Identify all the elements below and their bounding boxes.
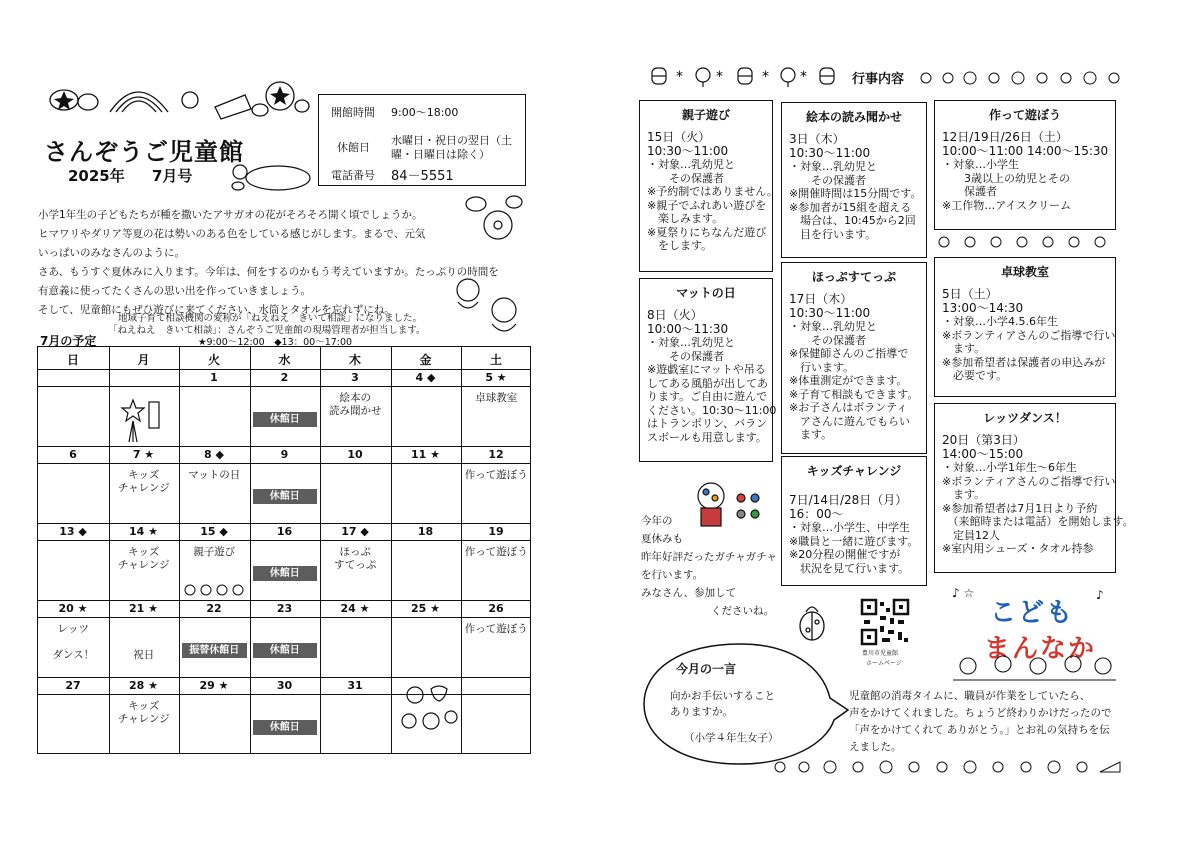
gacha-line: 今年の xyxy=(641,515,673,527)
bubble-line-2: ありますか。 xyxy=(670,706,733,718)
event-line: をします。 xyxy=(647,239,713,252)
events-header: 行事内容 xyxy=(852,72,905,87)
event-line: 12日/19日/26日（土） xyxy=(942,130,1068,144)
closed-day-badge: 休館日 xyxy=(253,643,318,658)
calendar-day-number: 4 ◆ xyxy=(415,371,436,384)
event-takkyu xyxy=(934,257,1116,397)
event-line: 行います。 xyxy=(789,360,855,374)
story-line: 声をかけてくれました。ちょうど終わりかけだったので xyxy=(849,707,1112,719)
calendar-day-number: 13 ◆ xyxy=(59,525,87,538)
calendar-day-number: 6 xyxy=(69,448,77,461)
calendar-day-number: 5 ★ xyxy=(485,371,507,384)
intro-line: さあ、もうすぐ夏休みに入ります。今年は、何をするのかもう考えていますか。たっぷりの時間を xyxy=(38,266,499,278)
calendar-event-text: マットの日 xyxy=(188,469,241,481)
weekday-header: 木 xyxy=(348,353,361,367)
calendar-day-number: 28 ★ xyxy=(129,679,158,692)
festival-decoration-icon xyxy=(182,583,246,597)
event-line: 10:30～11:00 xyxy=(789,146,871,160)
event-line: 3日（木） xyxy=(789,132,845,146)
calendar-event-text: キッズ xyxy=(128,700,160,712)
calendar-day-number: 21 ★ xyxy=(129,602,158,615)
event-line: ※開催時間は15分間です。 xyxy=(789,187,922,200)
event-mat xyxy=(639,278,777,462)
calendar-event-text: 作って遊ぼう xyxy=(464,546,528,558)
story-line: 児童館の消毒タイムに、職員が作業をしていたら、 xyxy=(849,690,1091,702)
event-line: ・対象…小学生、中学生 xyxy=(789,521,910,534)
intro-line: 有意義に使ってたくさんの思い出を作っていきましょう。 xyxy=(38,285,311,297)
calendar-column-divider xyxy=(250,347,251,753)
morning-glory-icon xyxy=(458,190,528,250)
bubble-line-3: （小学４年生女子） xyxy=(684,732,779,744)
closed-day-badge: 休館日 xyxy=(253,489,318,504)
calendar-day-number: 8 ◆ xyxy=(204,448,224,461)
event-line: 16：00～ xyxy=(789,507,844,521)
event-oyako xyxy=(639,100,778,272)
event-line: 楽しみます。 xyxy=(647,212,724,225)
calendar-event-text: キッズ xyxy=(128,469,160,481)
event-line: 15日（火） xyxy=(647,130,711,144)
event-line: 20日（第3日） xyxy=(942,433,1025,447)
calendar-row-divider xyxy=(38,446,530,447)
calendar-row-divider xyxy=(38,463,530,464)
event-line: 状況を見て行います。 xyxy=(789,561,910,575)
gachapon-icon xyxy=(693,480,773,530)
consult-line-1: 地域子育て相談機関の愛称が「ねえねえ きいて相談」になりました。 xyxy=(118,313,423,324)
event-ehon xyxy=(781,102,927,258)
event-line: 13:00～14:30 xyxy=(942,301,1024,315)
calendar-day-number: 17 ◆ xyxy=(341,525,369,538)
event-line: その保護者 xyxy=(789,173,866,187)
calendar-day-number: 26 xyxy=(488,602,504,615)
event-title: マットの日 xyxy=(676,286,736,300)
event-title: ほっぷすてっぷ xyxy=(811,270,897,284)
event-line: 場合は、10:45から2回 xyxy=(789,214,916,227)
calendar-row-divider xyxy=(38,369,530,370)
fruit-decoration xyxy=(918,68,1133,88)
logo-children-icon xyxy=(948,654,1118,684)
schedule-title: 7月の予定 xyxy=(40,334,97,348)
intro-line: ヒマワリやダリア等夏の花は勢いのある色をしている感じがします。まるで、元気 xyxy=(38,228,426,240)
calendar-day-number: 7 ★ xyxy=(132,448,155,461)
weekday-header: 火 xyxy=(207,353,220,367)
event-line: ・対象…乳幼児と xyxy=(789,160,877,173)
gacha-line: 昨年好評だったガチャガチャ xyxy=(641,551,777,563)
music-notes-icon: ♪ ☆ xyxy=(952,586,975,600)
phone-value: 84－5551 xyxy=(391,169,454,184)
closed-day-badge: 休館日 xyxy=(253,412,318,427)
event-line: 保護者 xyxy=(942,185,997,198)
calendar-day-number: 27 xyxy=(65,679,81,692)
morning-glory-illustration xyxy=(40,72,310,127)
consult-line-2: 「ねえねえ きいて相談」：さんぞうご児童館の現場管理者が担当します。 xyxy=(108,325,426,336)
gacha-line: を行います。 xyxy=(641,569,704,581)
story-line: 「声をかけてくれて ありがとう。」とお礼の気持ちを伝 xyxy=(849,724,1110,736)
weekday-header: 日 xyxy=(66,353,79,367)
story-text xyxy=(849,688,1112,756)
event-tsukutte xyxy=(934,100,1116,230)
intro-line: いっぱいのみなさんのように。 xyxy=(38,247,185,259)
event-line: ※夏祭りにちなんだ遊び xyxy=(647,225,767,239)
issue-year: 2025年 xyxy=(68,167,125,185)
bubble-title: 今月の一言 xyxy=(676,662,737,676)
story-line: えました。 xyxy=(849,741,902,753)
weekday-header: 月 xyxy=(137,353,150,367)
qr-caption-1: 豊川市児童館 xyxy=(862,650,899,657)
calendar-day-number: 20 ★ xyxy=(58,602,88,615)
calendar-day-number: 3 xyxy=(351,371,359,384)
calendar-day-number: 14 ★ xyxy=(129,525,158,538)
calendar-event-text: キッズ xyxy=(128,546,160,558)
event-line: ※親子でふれあい遊びを xyxy=(647,198,767,212)
event-line: はトランポリン、バラン xyxy=(647,417,768,430)
calendar-event-text: 親子遊び xyxy=(193,546,236,558)
event-line: ※室内用シューズ・タオル持参 xyxy=(942,542,1094,555)
closed-label: 休館日 xyxy=(337,141,370,154)
event-line: 10:00～11:30 xyxy=(647,322,729,336)
event-line: その保護者 xyxy=(647,171,724,185)
event-line: 3歳以上の幼児とその xyxy=(942,171,1070,185)
calendar-day-number: 29 ★ xyxy=(199,679,229,692)
closed-day-badge: 休館日 xyxy=(253,720,318,735)
event-line: ます。 xyxy=(942,488,986,501)
event-title: 絵本の読み聞かせ xyxy=(805,110,902,124)
weekday-header: 金 xyxy=(419,353,432,367)
svg-text:*: * xyxy=(716,69,723,85)
event-line: ・対象…乳幼児と xyxy=(647,158,735,171)
calendar-event-text: チャレンジ xyxy=(117,482,170,494)
svg-text:*: * xyxy=(800,69,807,85)
event-hoppu xyxy=(781,262,927,454)
calendar-day-number: 9 xyxy=(280,448,289,461)
gacha-line: くださいね。 xyxy=(711,605,774,617)
event-kids xyxy=(781,456,927,586)
event-line: アさんに遊んでもらい xyxy=(789,414,910,428)
calendar-day-number: 24 ★ xyxy=(340,602,370,615)
event-line: ます。 xyxy=(789,428,833,441)
event-line: ・対象…小学1年生～6年生 xyxy=(942,461,1077,474)
event-line: 17日（木） xyxy=(789,292,853,306)
calendar-event-text: チャレンジ xyxy=(117,559,170,571)
weekday-header: 水 xyxy=(278,353,291,367)
closed-value-1: 水曜日・祝日の翌日（土 xyxy=(391,134,512,147)
calendar-day-number: 12 xyxy=(488,448,504,461)
calendar-row-divider xyxy=(38,600,530,601)
intro-line: 小学1年生の子どもたちが種を撒いたアサガオの花がそろそろ開く頃でしょうか。 xyxy=(38,209,423,221)
event-line: ・対象…乳幼児と xyxy=(647,336,735,349)
event-title: レッツダンス！ xyxy=(983,411,1067,425)
event-line: ※遊戯室にマットや吊る xyxy=(647,363,766,376)
calendar-event-text: 読み聞かせ xyxy=(329,405,382,417)
calendar-day-number: 10 xyxy=(347,448,363,461)
qr-caption-2: ホームページ xyxy=(866,660,902,667)
weekday-header: 土 xyxy=(489,353,502,367)
calendar-event-text: 作って遊ぼう xyxy=(464,469,528,481)
event-line: ※職員と一緒に遊びます。 xyxy=(789,534,919,548)
calendar-event-text: すてっぷ xyxy=(334,559,377,571)
calendar-day-number: 23 xyxy=(276,602,293,615)
event-line: 必要です。 xyxy=(942,369,1008,382)
calendar-row-divider xyxy=(38,677,530,678)
info-box xyxy=(318,94,526,186)
gacha-line: みなさん、参加して xyxy=(641,587,737,599)
event-line: スボールも用意します。 xyxy=(647,430,767,444)
calendar-event-text: 作って遊ぼう xyxy=(464,623,528,635)
event-line: ※予約制ではありません。 xyxy=(647,185,778,198)
event-line: してある風船が出してあ xyxy=(647,376,768,390)
calendar-day-number: 15 ◆ xyxy=(200,525,228,538)
event-line: ※お子さんはボランティ xyxy=(789,401,908,414)
calendar-day-number: 22 xyxy=(206,602,222,615)
event-line: 14:00～15:00 xyxy=(942,447,1024,461)
logo-line-1: こども xyxy=(990,598,1075,628)
logo-line-2: まんなか xyxy=(984,634,1097,664)
issue-month: 7月号 xyxy=(152,167,193,185)
event-line: 5日（土） xyxy=(942,287,998,301)
event-title: 作って遊ぼう xyxy=(988,108,1061,122)
event-line: ます。 xyxy=(942,342,986,355)
svg-text:*: * xyxy=(676,69,683,85)
phone-label: 電話番号 xyxy=(331,169,375,182)
calendar-event-text: チャレンジ xyxy=(117,713,170,725)
calendar-row-divider xyxy=(38,523,530,524)
event-line: 10:30～11:00 xyxy=(789,306,871,320)
calendar-day-number: 25 ★ xyxy=(411,602,440,615)
bubble-line-1: 向かお手伝いすること xyxy=(670,690,775,702)
event-line: その保護者 xyxy=(647,349,724,363)
calendar-event-text: 卓球教室 xyxy=(475,392,518,404)
event-line: ります。ご自由に遊んで xyxy=(647,390,768,403)
flower-bowl-illustration xyxy=(228,158,313,196)
gacha-line: 夏休みも xyxy=(641,533,683,545)
calendar-event-text: ダンス！ xyxy=(52,649,95,661)
intro-text xyxy=(38,206,499,320)
calendar xyxy=(37,346,531,754)
event-title: 卓球教室 xyxy=(1000,265,1049,279)
seashell-icon xyxy=(395,681,465,739)
event-line: ください。10:30～11:00 xyxy=(647,403,777,417)
lantern-decoration xyxy=(648,64,838,88)
event-line: 8日（火） xyxy=(647,308,703,322)
children-icon xyxy=(440,268,530,343)
qr-code-icon[interactable] xyxy=(860,598,910,646)
event-dance xyxy=(934,403,1134,573)
closed-day-badge: 振替休館日 xyxy=(182,643,247,658)
svg-text:*: * xyxy=(762,69,769,85)
calendar-day-number: 16 xyxy=(276,525,293,538)
event-line: 10:00～11:00 14:00～15:30 xyxy=(942,144,1109,158)
calendar-row-divider xyxy=(38,617,530,618)
event-line: ※工作物…アイスクリーム xyxy=(942,198,1072,212)
event-line: ・対象…乳幼児と xyxy=(789,320,877,333)
music-notes-icon: ♪ xyxy=(1096,588,1104,602)
calendar-event-text: ほっぷ xyxy=(339,546,371,558)
closed-value-2: 曜・日曜日は除く） xyxy=(391,148,490,161)
tanabata-icon xyxy=(115,394,175,446)
event-line: ※体重測定ができます。 xyxy=(789,374,908,387)
calendar-event-text: レッツ xyxy=(57,623,89,635)
event-line: ※参加希望者は7月1日より予約 xyxy=(942,501,1098,515)
calendar-event-text: 祝日 xyxy=(133,649,155,661)
calendar-event-text: 絵本の xyxy=(339,392,371,404)
event-line: ※参加者が15組を超える xyxy=(789,200,912,214)
event-line: ・対象…小学生 xyxy=(942,158,1019,171)
event-line: 定員12人 xyxy=(942,528,1000,542)
calendar-day-number: 31 xyxy=(347,679,363,692)
event-line: その保護者 xyxy=(789,333,866,347)
hours-label: 開館時間 xyxy=(331,106,375,119)
beetle-icon xyxy=(790,600,835,645)
sweets-decoration xyxy=(936,234,1116,250)
event-line: ※ボランティアさんのご指導で行い xyxy=(942,328,1116,342)
event-line: ※保健師さんのご指導で xyxy=(789,347,909,360)
calendar-day-number: 2 xyxy=(280,371,289,384)
consult-hours: ★9:00～12:00 ◆13：00～17:00 xyxy=(198,337,353,348)
event-line: ・対象…小学4.5.6年生 xyxy=(942,315,1058,328)
calendar-day-number: 18 xyxy=(417,525,434,538)
calendar-row-divider xyxy=(38,386,530,387)
event-line: ※ボランティアさんのご指導で行い xyxy=(942,474,1116,488)
hours-value: 9:00～18:00 xyxy=(391,106,459,119)
footer-fruit-decoration xyxy=(770,758,1130,776)
event-line: ※参加希望者は保護者の申込みが xyxy=(942,355,1106,369)
calendar-row-divider xyxy=(38,540,530,541)
kodomo-mannaka-logo xyxy=(948,582,1118,686)
event-line: （来館時または電話）を開始します。 xyxy=(942,515,1134,528)
event-line: 10:30～11:00 xyxy=(647,144,729,158)
event-line: ※20分程の開催ですが xyxy=(789,548,901,561)
calendar-day-number: 11 ★ xyxy=(411,448,440,461)
calendar-day-number: 30 xyxy=(276,679,293,692)
event-line: 7日/14日/28日（月） xyxy=(789,493,908,507)
calendar-column-divider xyxy=(391,347,392,753)
event-title: 親子遊び xyxy=(681,108,730,122)
calendar-day-number: 19 xyxy=(488,525,504,538)
newsletter-title: さんぞうご児童館 xyxy=(44,138,244,166)
event-title: キッズチャレンジ xyxy=(806,464,902,478)
intro-line: そして、児童館にもぜひ遊びに来てください、水筒とタオルを忘れずにね。 xyxy=(38,304,395,316)
event-line: ※子育て相談もできます。 xyxy=(789,387,919,401)
event-line: 目を行います。 xyxy=(789,227,877,241)
calendar-day-number: 1 xyxy=(210,371,218,384)
closed-day-badge: 休館日 xyxy=(253,566,318,581)
